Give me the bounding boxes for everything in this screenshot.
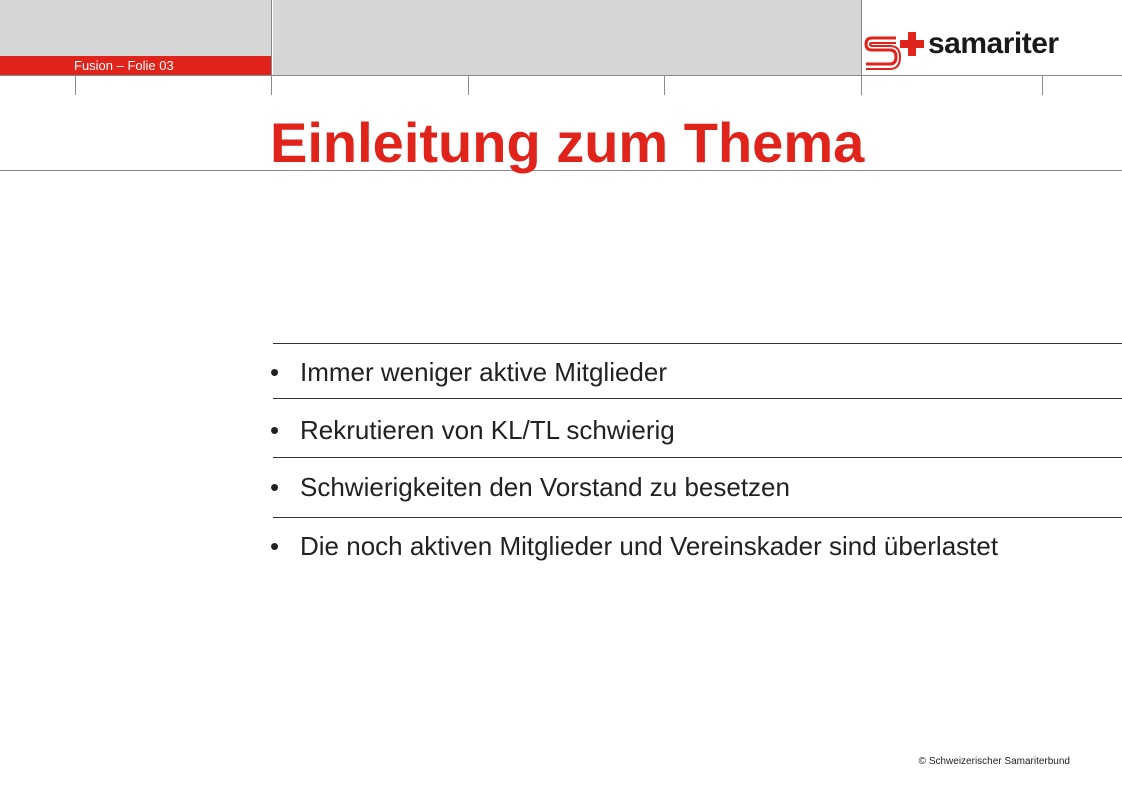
grid-vline-2: [271, 0, 272, 95]
list-item: [270, 469, 1030, 505]
bullet-text: Schwierigkeiten den Vorstand zu besetzen: [300, 472, 790, 502]
bullet-separator-2: [273, 398, 1122, 399]
samariter-s-icon: [862, 30, 902, 74]
grid-vline-3: [468, 75, 469, 95]
list-item: [270, 412, 1030, 448]
bullet-marker: •: [270, 531, 280, 561]
bullet-marker: •: [270, 472, 280, 502]
bullet-text: Immer weniger aktive Mitglieder: [300, 357, 668, 387]
grid-vline-1: [75, 75, 76, 95]
bullet-text: Die noch aktiven Mitglieder und Vereinskader sind überlastet: [300, 531, 999, 561]
bullet-separator-3: [273, 457, 1122, 458]
bullet-marker: •: [270, 357, 280, 387]
bullet-text: Rekrutieren von KL/TL schwierig: [300, 415, 675, 445]
list-item: [270, 354, 1030, 390]
header-block-middle: [273, 0, 861, 75]
brand-name: samariter: [928, 27, 1059, 60]
swiss-cross-icon: [900, 32, 924, 56]
header-block-left: [0, 0, 271, 56]
grid-vline-4: [664, 75, 665, 95]
header-divider-line: [0, 75, 1122, 76]
bullet-marker: •: [270, 415, 280, 445]
list-item: [270, 528, 1030, 564]
grid-vline-6: [1042, 75, 1043, 95]
page-title: Einleitung zum Thema: [270, 111, 865, 174]
copyright-notice: © Schweizerischer Samariterbund: [918, 756, 1070, 767]
bullet-separator-1: [273, 343, 1122, 344]
bullet-separator-4: [273, 517, 1122, 518]
slide-label: Fusion – Folie 03: [74, 58, 174, 73]
